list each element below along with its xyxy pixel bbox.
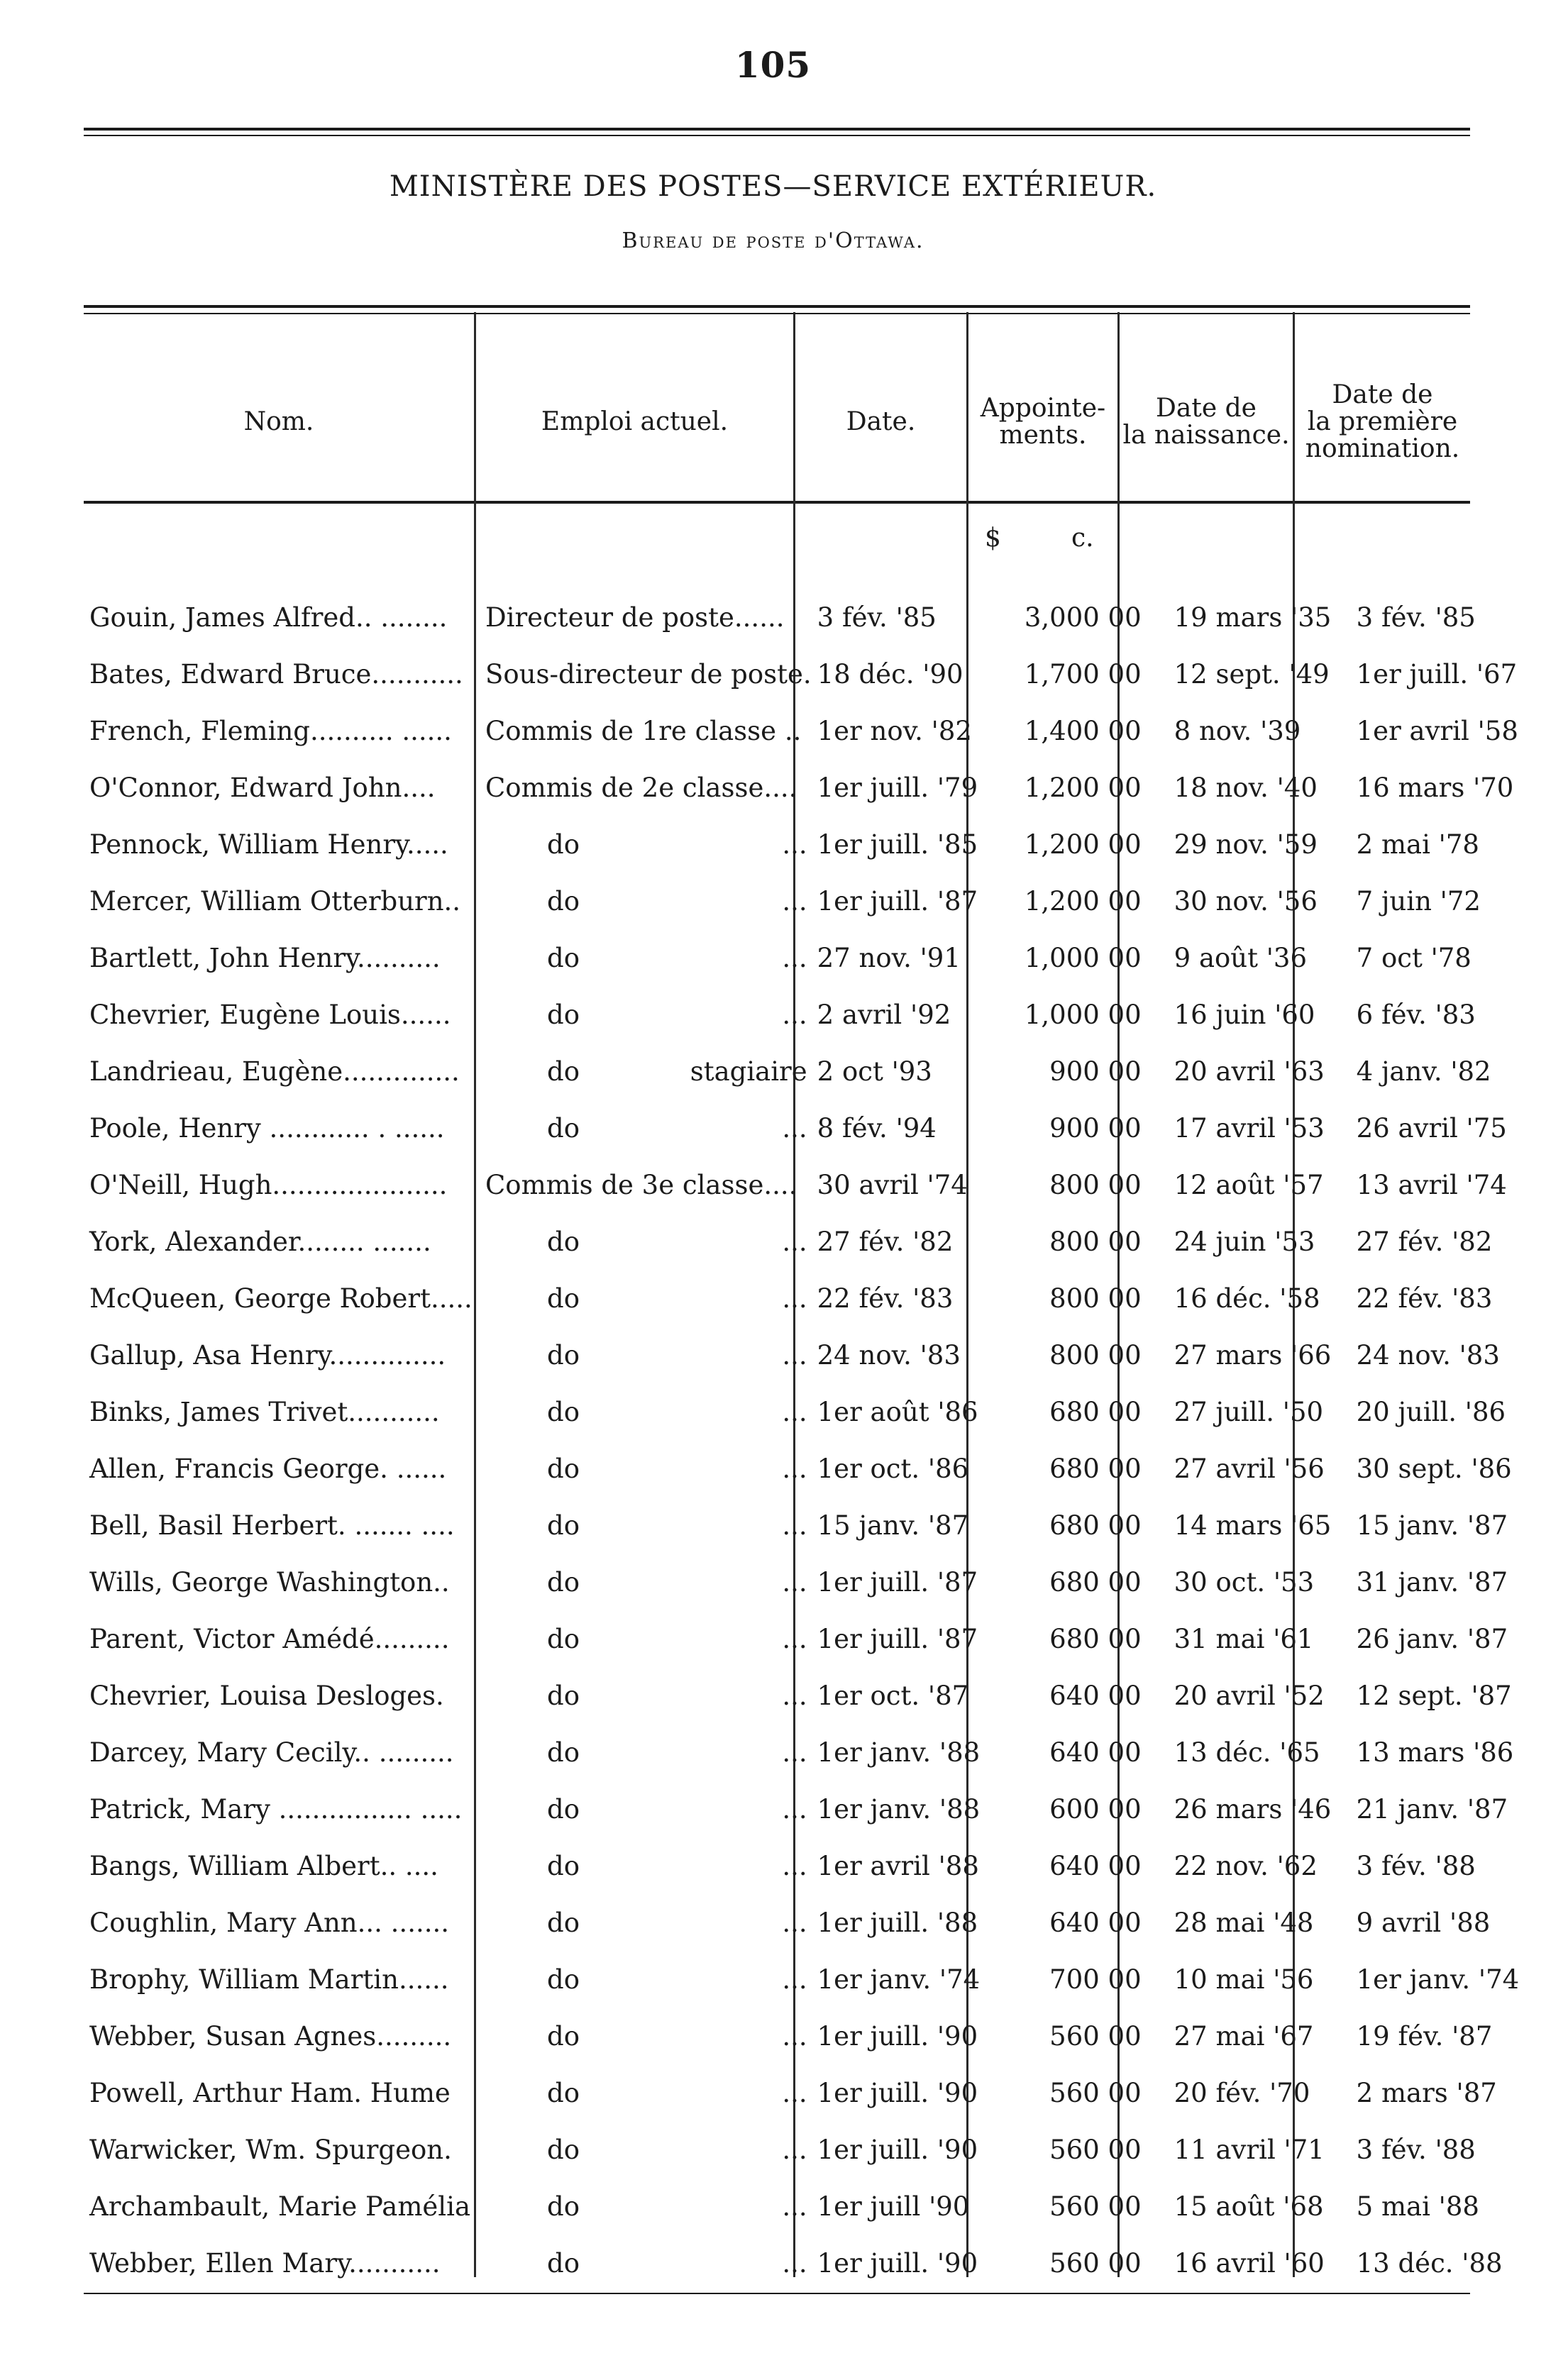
- cell-date: 27 fév. '82: [817, 1226, 954, 1257]
- cell-emploi: [481, 1781, 812, 1837]
- cell-naissance: 16 avril '60: [1174, 2247, 1325, 2279]
- cell-premiere-nomination: 1er avril '58: [1356, 715, 1518, 746]
- cell-date: 1er janv. '74: [817, 1964, 981, 1995]
- cell-emploi-suffix: ...: [782, 1907, 807, 1938]
- cell-appointements: 1,000 00: [1024, 999, 1142, 1030]
- cell-premiere-nomination: 15 janv. '87: [1356, 1510, 1508, 1541]
- cell-appointements: 1,400 00: [1024, 715, 1142, 746]
- table-row: [84, 1270, 1529, 1327]
- unit-dollars: $: [985, 524, 1001, 553]
- table-row: [84, 646, 1529, 702]
- cell-emploi-suffix: ...: [782, 829, 807, 860]
- cell-emploi-suffix: ...: [782, 1623, 807, 1654]
- cell-emploi-suffix: ...: [782, 1566, 807, 1598]
- cell-premiere-nomination: 19 fév. '87: [1356, 2020, 1493, 2052]
- table-row: [84, 1554, 1529, 1610]
- cell-emploi: [481, 1440, 812, 1497]
- cell-appointements: 800 00: [1049, 1283, 1142, 1314]
- cell-appointements: 560 00: [1049, 2077, 1142, 2108]
- cell-appointements: 900 00: [1049, 1112, 1142, 1144]
- page-subtitle: Bureau de poste d'Ottawa.: [622, 228, 924, 253]
- cell-emploi: [481, 2235, 812, 2291]
- cell-emploi-suffix: ...: [782, 1226, 807, 1257]
- cell-emploi: [481, 1610, 812, 1667]
- cell-nom: Bates, Edward Bruce...........: [89, 658, 463, 690]
- cell-appointements: 560 00: [1049, 2247, 1142, 2279]
- cell-premiere-nomination: 20 juill. '86: [1356, 1396, 1506, 1427]
- cell-naissance: 27 mars '66: [1174, 1339, 1332, 1371]
- cell-naissance: 27 mai '67: [1174, 2020, 1314, 2052]
- cell-emploi: [481, 873, 812, 929]
- cell-naissance: 29 nov. '59: [1174, 829, 1318, 860]
- table-row: [84, 1100, 1529, 1156]
- cell-naissance: 19 mars '35: [1174, 602, 1332, 633]
- cell-emploi-suffix: ...: [782, 1510, 807, 1541]
- header-naissance: Date de la naissance.: [1122, 394, 1290, 450]
- cell-emploi: [481, 1894, 812, 1951]
- table-row: [84, 2008, 1529, 2064]
- cell-nom: Bartlett, John Henry..........: [89, 942, 441, 973]
- cell-emploi: [481, 2178, 812, 2235]
- cell-emploi-suffix: ...: [782, 1793, 807, 1825]
- cell-date: 1er oct. '86: [817, 1453, 969, 1484]
- cell-premiere-nomination: 9 avril '88: [1356, 1907, 1491, 1938]
- cell-emploi-suffix: ...: [782, 1112, 807, 1144]
- cell-premiere-nomination: 31 janv. '87: [1356, 1566, 1508, 1598]
- cell-emploi-value: do: [547, 1793, 580, 1825]
- cell-emploi-value: do: [547, 1850, 580, 1881]
- header-appointements: Appointe- ments.: [980, 394, 1106, 450]
- cell-date: 1er juill. '79: [817, 772, 978, 803]
- cell-appointements: 680 00: [1049, 1566, 1142, 1598]
- table-row: [84, 1894, 1529, 1951]
- cell-naissance: 30 nov. '56: [1174, 885, 1318, 917]
- header-date: Date.: [846, 407, 916, 436]
- table-row: [84, 1383, 1529, 1440]
- cell-date: 24 nov. '83: [817, 1339, 961, 1371]
- cell-appointements: 1,000 00: [1024, 942, 1142, 973]
- cell-premiere-nomination: 2 mai '78: [1356, 829, 1479, 860]
- cell-naissance: 22 nov. '62: [1174, 1850, 1318, 1881]
- cell-nom: Brophy, William Martin......: [89, 1964, 449, 1995]
- cell-naissance: 14 mars '65: [1174, 1510, 1332, 1541]
- cell-emploi: [481, 1667, 812, 1724]
- page-title: MINISTÈRE DES POSTES—SERVICE EXTÉRIEUR.: [389, 170, 1157, 203]
- cell-appointements: 640 00: [1049, 1907, 1142, 1938]
- cell-date: 1er juill. '90: [817, 2134, 978, 2165]
- table-row: [84, 2064, 1529, 2121]
- cell-premiere-nomination: 16 mars '70: [1356, 772, 1514, 803]
- cell-emploi-suffix: ...: [782, 1453, 807, 1484]
- cell-premiere-nomination: 5 mai '88: [1356, 2191, 1479, 2222]
- cell-premiere-nomination: 21 janv. '87: [1356, 1793, 1508, 1825]
- table-row: [84, 873, 1529, 929]
- cell-nom: Chevrier, Louisa Desloges.: [89, 1680, 444, 1711]
- cell-emploi-value: do: [547, 2020, 580, 2052]
- cell-emploi: [481, 816, 812, 873]
- cell-emploi: [481, 2008, 812, 2064]
- cell-emploi-suffix: ...: [782, 999, 807, 1030]
- cell-premiere-nomination: 7 juin '72: [1356, 885, 1481, 917]
- cell-premiere-nomination: 3 fév. '85: [1356, 602, 1476, 633]
- cell-date: 1er juill. '87: [817, 1623, 978, 1654]
- cell-emploi-value: do: [547, 1453, 580, 1484]
- cell-emploi-value: do: [547, 1907, 580, 1938]
- header-emploi: Emploi actuel.: [541, 407, 729, 436]
- cell-emploi-value: do: [547, 2247, 580, 2279]
- cell-nom: Warwicker, Wm. Spurgeon.: [89, 2134, 452, 2165]
- cell-emploi: Sous-directeur de poste.: [485, 658, 812, 690]
- cell-nom: Allen, Francis George. ......: [89, 1453, 447, 1484]
- cell-premiere-nomination: 13 mars '86: [1356, 1737, 1514, 1768]
- employee-table: [84, 589, 1529, 2291]
- cell-emploi-value: do: [547, 2191, 580, 2222]
- cell-premiere-nomination: 22 fév. '83: [1356, 1283, 1493, 1314]
- cell-nom: Webber, Susan Agnes.........: [89, 2020, 452, 2052]
- cell-premiere-nomination: 7 oct '78: [1356, 942, 1472, 973]
- cell-emploi-value: do: [547, 1226, 580, 1257]
- cell-emploi-suffix: ...: [782, 2077, 807, 2108]
- cell-emploi-value: do: [547, 1964, 580, 1995]
- cell-emploi-suffix: ...: [782, 2191, 807, 2222]
- cell-emploi: [481, 1100, 812, 1156]
- cell-emploi-value: do: [547, 1112, 580, 1144]
- cell-emploi-value: do: [547, 942, 580, 973]
- cell-naissance: 31 mai '61: [1174, 1623, 1314, 1654]
- cell-nom: Pennock, William Henry.....: [89, 829, 448, 860]
- cell-date: 1er juill. '90: [817, 2077, 978, 2108]
- cell-date: 1er juill '90: [817, 2191, 970, 2222]
- cell-emploi-value: do: [547, 1396, 580, 1427]
- cell-appointements: 800 00: [1049, 1226, 1142, 1257]
- cell-nom: Bangs, William Albert.. ....: [89, 1850, 438, 1881]
- cell-nom: Bell, Basil Herbert. ....... ....: [89, 1510, 455, 1541]
- cell-premiere-nomination: 4 janv. '82: [1356, 1056, 1491, 1087]
- cell-emploi-value: do: [547, 1283, 580, 1314]
- cell-appointements: 1,200 00: [1024, 772, 1142, 803]
- cell-emploi-value: do: [547, 1737, 580, 1768]
- cell-emploi-value: do: [547, 1680, 580, 1711]
- table-row: [84, 1781, 1529, 1837]
- cell-appointements: 680 00: [1049, 1623, 1142, 1654]
- header-nom: Nom.: [243, 407, 314, 436]
- cell-date: 18 déc. '90: [817, 658, 964, 690]
- cell-nom: O'Connor, Edward John....: [89, 772, 436, 803]
- table-row: [84, 1951, 1529, 2008]
- cell-naissance: 9 août '36: [1174, 942, 1307, 973]
- table-row: [84, 1213, 1529, 1270]
- cell-appointements: 680 00: [1049, 1453, 1142, 1484]
- cell-naissance: 20 fév. '70: [1174, 2077, 1310, 2108]
- cell-nom: Archambault, Marie Pamélia: [89, 2191, 471, 2222]
- cell-date: 1er juill. '85: [817, 829, 978, 860]
- table-top-rule: [84, 305, 1470, 308]
- table-row: [84, 816, 1529, 873]
- table-row: [84, 2121, 1529, 2178]
- cell-emploi-value: do: [547, 1623, 580, 1654]
- cell-appointements: 800 00: [1049, 1169, 1142, 1200]
- cell-premiere-nomination: 27 fév. '82: [1356, 1226, 1493, 1257]
- cell-date: 1er janv. '88: [817, 1737, 981, 1768]
- cell-emploi: [481, 1043, 812, 1100]
- cell-emploi-value: do: [547, 829, 580, 860]
- cell-nom: Chevrier, Eugène Louis......: [89, 999, 451, 1030]
- cell-appointements: 640 00: [1049, 1850, 1142, 1881]
- cell-date: 1er août '86: [817, 1396, 978, 1427]
- cell-naissance: 28 mai '48: [1174, 1907, 1314, 1938]
- cell-emploi: [481, 1383, 812, 1440]
- cell-naissance: 15 août '68: [1174, 2191, 1324, 2222]
- cell-appointements: 640 00: [1049, 1680, 1142, 1711]
- cell-emploi: Directeur de poste......: [485, 602, 785, 633]
- cell-premiere-nomination: 26 janv. '87: [1356, 1623, 1508, 1654]
- cell-naissance: 18 nov. '40: [1174, 772, 1318, 803]
- cell-emploi-suffix: ...: [782, 2247, 807, 2279]
- table-row: [84, 1440, 1529, 1497]
- table-row: [84, 1156, 1529, 1213]
- cell-premiere-nomination: 26 avril '75: [1356, 1112, 1507, 1144]
- table-row: [84, 589, 1529, 646]
- cell-date: 8 fév. '94: [817, 1112, 937, 1144]
- cell-appointements: 560 00: [1049, 2134, 1142, 2165]
- table-row: [84, 2178, 1529, 2235]
- cell-premiere-nomination: 12 sept. '87: [1356, 1680, 1512, 1711]
- cell-nom: Darcey, Mary Cecily.. .........: [89, 1737, 454, 1768]
- cell-nom: Parent, Victor Amédé.........: [89, 1623, 450, 1654]
- cell-nom: French, Fleming.......... ......: [89, 715, 452, 746]
- table-bottom-rule: [84, 2293, 1470, 2294]
- cell-premiere-nomination: 24 nov. '83: [1356, 1339, 1500, 1371]
- cell-appointements: 700 00: [1049, 1964, 1142, 1995]
- cell-date: 1er janv. '88: [817, 1793, 981, 1825]
- cell-emploi-value: do: [547, 885, 580, 917]
- unit-cents: c.: [1071, 524, 1094, 553]
- cell-nom: Coughlin, Mary Ann... .......: [89, 1907, 449, 1938]
- cell-premiere-nomination: 6 fév. '83: [1356, 999, 1476, 1030]
- cell-appointements: 1,700 00: [1024, 658, 1142, 690]
- cell-emploi: [481, 1554, 812, 1610]
- cell-date: 15 janv. '87: [817, 1510, 969, 1541]
- cell-emploi: [481, 1270, 812, 1327]
- top-rule-thin: [84, 135, 1470, 136]
- cell-date: 1er oct. '87: [817, 1680, 969, 1711]
- cell-premiere-nomination: 3 fév. '88: [1356, 2134, 1476, 2165]
- cell-emploi: [481, 1213, 812, 1270]
- cell-emploi-suffix: ...: [782, 1339, 807, 1371]
- cell-emploi-suffix: ...: [782, 1737, 807, 1768]
- cell-naissance: 12 août '57: [1174, 1169, 1324, 1200]
- cell-premiere-nomination: 3 fév. '88: [1356, 1850, 1476, 1881]
- table-row: [84, 1327, 1529, 1383]
- table-row: [84, 1610, 1529, 1667]
- cell-emploi-suffix: ...: [782, 1680, 807, 1711]
- cell-naissance: 24 juin '53: [1174, 1226, 1315, 1257]
- table-row: [84, 2235, 1529, 2291]
- header-bottom-rule: [84, 501, 1470, 504]
- cell-emploi: Commis de 1re classe ..: [485, 715, 802, 746]
- page-number: 105: [734, 44, 812, 86]
- cell-naissance: 16 déc. '58: [1174, 1283, 1320, 1314]
- cell-nom: Mercer, William Otterburn..: [89, 885, 461, 917]
- cell-appointements: 600 00: [1049, 1793, 1142, 1825]
- cell-emploi-value: do: [547, 2077, 580, 2108]
- cell-nom: Binks, James Trivet...........: [89, 1396, 440, 1427]
- cell-naissance: 12 sept. '49: [1174, 658, 1330, 690]
- cell-emploi-value: do: [547, 2134, 580, 2165]
- cell-nom: Gouin, James Alfred.. ........: [89, 602, 448, 633]
- cell-premiere-nomination: 13 avril '74: [1356, 1169, 1507, 1200]
- cell-nom: York, Alexander........ .......: [89, 1226, 431, 1257]
- cell-nom: McQueen, George Robert.....: [89, 1283, 473, 1314]
- cell-nom: Wills, George Washington..: [89, 1566, 450, 1598]
- cell-nom: Poole, Henry ............ . ......: [89, 1112, 445, 1144]
- cell-emploi-suffix: ...: [782, 1396, 807, 1427]
- table-row: [84, 929, 1529, 986]
- top-rule: [84, 128, 1470, 131]
- table-row: [84, 1667, 1529, 1724]
- table-row: [84, 1497, 1529, 1554]
- cell-appointements: 3,000 00: [1024, 602, 1142, 633]
- cell-date: 1er juill. '87: [817, 1566, 978, 1598]
- cell-appointements: 1,200 00: [1024, 885, 1142, 917]
- cell-emploi-suffix: ...: [782, 885, 807, 917]
- cell-date: 3 fév. '85: [817, 602, 937, 633]
- cell-nom: Webber, Ellen Mary...........: [89, 2247, 441, 2279]
- cell-emploi-value: do: [547, 1566, 580, 1598]
- cell-nom: Powell, Arthur Ham. Hume: [89, 2077, 451, 2108]
- table-row: [84, 702, 1529, 759]
- cell-naissance: 20 avril '52: [1174, 1680, 1325, 1711]
- cell-emploi-suffix: ...: [782, 1964, 807, 1995]
- table-top-rule-thin: [84, 313, 1470, 314]
- cell-naissance: 17 avril '53: [1174, 1112, 1325, 1144]
- cell-emploi-suffix: ...: [782, 942, 807, 973]
- cell-appointements: 640 00: [1049, 1737, 1142, 1768]
- cell-emploi: [481, 1497, 812, 1554]
- cell-emploi: [481, 2121, 812, 2178]
- cell-emploi-value: do: [547, 1510, 580, 1541]
- cell-appointements: 1,200 00: [1024, 829, 1142, 860]
- cell-premiere-nomination: 1er juill. '67: [1356, 658, 1518, 690]
- cell-date: 22 fév. '83: [817, 1283, 954, 1314]
- cell-emploi: [481, 929, 812, 986]
- cell-appointements: 680 00: [1049, 1510, 1142, 1541]
- cell-nom: Gallup, Asa Henry..............: [89, 1339, 446, 1371]
- cell-date: 27 nov. '91: [817, 942, 961, 973]
- cell-nom: O'Neill, Hugh.....................: [89, 1169, 448, 1200]
- cell-appointements: 560 00: [1049, 2020, 1142, 2052]
- cell-naissance: 20 avril '63: [1174, 1056, 1325, 1087]
- cell-date: 30 avril '74: [817, 1169, 968, 1200]
- cell-naissance: 26 mars '46: [1174, 1793, 1332, 1825]
- cell-emploi-value: do: [547, 999, 580, 1030]
- cell-premiere-nomination: 1er janv. '74: [1356, 1964, 1520, 1995]
- cell-emploi: [481, 1951, 812, 2008]
- cell-emploi: Commis de 2e classe....: [485, 772, 797, 803]
- cell-emploi: Commis de 3e classe....: [485, 1169, 797, 1200]
- cell-naissance: 30 oct. '53: [1174, 1566, 1315, 1598]
- cell-naissance: 27 avril '56: [1174, 1453, 1325, 1484]
- cell-premiere-nomination: 2 mars '87: [1356, 2077, 1497, 2108]
- cell-emploi-suffix: ...: [782, 1850, 807, 1881]
- cell-date: 1er avril '88: [817, 1850, 979, 1881]
- cell-date: 2 oct '93: [817, 1056, 932, 1087]
- cell-naissance: 16 juin '60: [1174, 999, 1315, 1030]
- cell-premiere-nomination: 13 déc. '88: [1356, 2247, 1503, 2279]
- cell-emploi: [481, 1837, 812, 1894]
- cell-emploi-suffix: ...: [782, 2020, 807, 2052]
- cell-nom: Patrick, Mary ................ .....: [89, 1793, 463, 1825]
- employee-table-body: [84, 589, 1529, 2291]
- cell-naissance: 8 nov. '39: [1174, 715, 1301, 746]
- cell-naissance: 10 mai '56: [1174, 1964, 1314, 1995]
- table-row: [84, 1724, 1529, 1781]
- cell-naissance: 13 déc. '65: [1174, 1737, 1320, 1768]
- cell-emploi-suffix: stagiaire: [690, 1056, 807, 1087]
- cell-date: 1er juill. '90: [817, 2247, 978, 2279]
- cell-appointements: 560 00: [1049, 2191, 1142, 2222]
- cell-emploi-suffix: ...: [782, 2134, 807, 2165]
- header-premiere-nomination: Date de la première nomination.: [1305, 380, 1460, 463]
- cell-date: 1er juill. '90: [817, 2020, 978, 2052]
- cell-emploi: [481, 1724, 812, 1781]
- cell-naissance: 27 juill. '50: [1174, 1396, 1324, 1427]
- cell-emploi-value: do: [547, 1339, 580, 1371]
- cell-appointements: 900 00: [1049, 1056, 1142, 1087]
- table-row: [84, 1837, 1529, 1894]
- cell-date: 1er juill. '87: [817, 885, 978, 917]
- cell-appointements: 680 00: [1049, 1396, 1142, 1427]
- cell-date: 1er juill. '88: [817, 1907, 978, 1938]
- table-row: [84, 759, 1529, 816]
- cell-date: 2 avril '92: [817, 999, 951, 1030]
- cell-emploi: [481, 2064, 812, 2121]
- cell-emploi-suffix: ...: [782, 1283, 807, 1314]
- cell-appointements: 800 00: [1049, 1339, 1142, 1371]
- cell-date: 1er nov. '82: [817, 715, 972, 746]
- cell-nom: Landrieau, Eugène..............: [89, 1056, 460, 1087]
- cell-premiere-nomination: 30 sept. '86: [1356, 1453, 1512, 1484]
- cell-naissance: 11 avril '71: [1174, 2134, 1325, 2165]
- cell-emploi-value: do: [547, 1056, 580, 1087]
- cell-emploi: [481, 1327, 812, 1383]
- table-row: [84, 986, 1529, 1043]
- table-row: [84, 1043, 1529, 1100]
- cell-emploi: [481, 986, 812, 1043]
